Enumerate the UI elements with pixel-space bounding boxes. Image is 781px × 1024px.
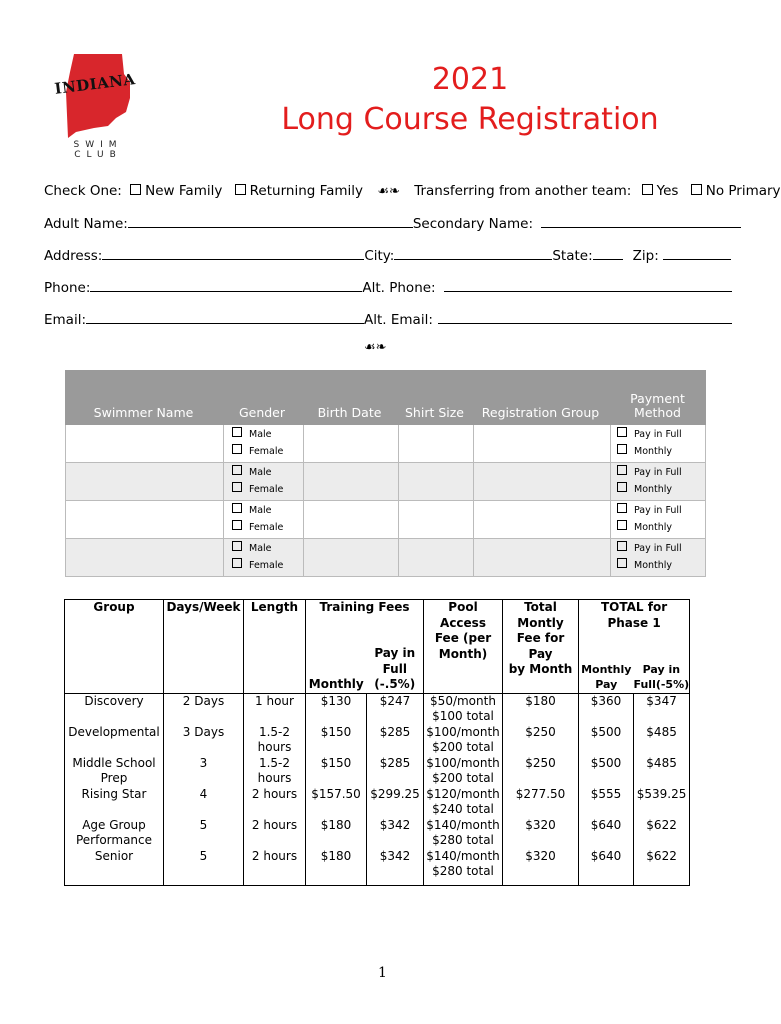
swimmer-row (65, 539, 706, 577)
pay-full-option[interactable] (617, 541, 682, 554)
phone-line (44, 277, 732, 296)
phone-field[interactable] (90, 277, 362, 292)
page-title-year: 2021 (431, 62, 509, 97)
address-label: Address: (44, 248, 103, 264)
pay-full-option[interactable] (617, 465, 682, 478)
email-line (44, 309, 732, 328)
swimmer-row (65, 425, 706, 463)
fees-header-training: Training Fees (306, 600, 424, 632)
pay-full-option[interactable] (617, 503, 682, 516)
pay-full-label: Pay in Full (634, 429, 682, 440)
female-label: Female (249, 446, 284, 457)
female-label: Female (249, 484, 284, 495)
returning-family-label: Returning Family (249, 183, 364, 199)
col-shirt-size: Shirt Size (404, 405, 464, 420)
phone-label: Phone: (44, 280, 91, 296)
gender-female-option[interactable] (232, 444, 283, 457)
col-payment-method-2: Method (634, 405, 681, 420)
city-field[interactable] (394, 245, 552, 260)
transfer-yes-checkbox[interactable] (642, 184, 653, 195)
alt-email-field[interactable] (438, 309, 732, 324)
pay-full-label: Pay in Full (634, 543, 682, 554)
no-primary-label: No Primary (705, 183, 781, 199)
email-label: Email: (44, 312, 87, 328)
swimmer-row (65, 463, 706, 501)
state-field[interactable] (593, 245, 623, 260)
alt-email-label: Alt. Email: (364, 312, 433, 328)
monthly-label: Monthly (634, 484, 673, 495)
fees-header-pool: Pool Access Fee (per Month) (424, 600, 503, 694)
fees-header-phase-monthly: Monthly Pay (581, 662, 632, 691)
state-label: State: (552, 248, 593, 264)
col-birth-date: Birth Date (317, 405, 382, 420)
fees-header-length: Length (244, 600, 306, 694)
no-primary-checkbox[interactable] (691, 184, 702, 195)
fees-header-pay-full: Pay in Full (-.5%) (367, 631, 424, 693)
logo-subtitle: SWIM CLUB (73, 140, 123, 160)
check-one-line (44, 183, 781, 199)
ornament-icon: ☙❧ (377, 184, 400, 199)
fees-header-phase: TOTAL for Phase 1 (579, 600, 690, 632)
zip-field[interactable] (663, 245, 731, 260)
fees-header-days: Days/Week (164, 600, 244, 694)
fees-row: Discovery 2 Days 1 hour $130 $247 $50/month $100 total $180 $360 $347 (65, 693, 690, 725)
gender-female-option[interactable] (232, 482, 283, 495)
col-payment-method-1: Payment (630, 391, 685, 406)
male-label: Male (249, 505, 272, 516)
pay-full-label: Pay in Full (634, 467, 682, 478)
fees-table (64, 599, 690, 886)
adult-name-field[interactable] (128, 213, 413, 228)
col-gender: Gender (238, 405, 286, 420)
fees-header-group: Group (65, 600, 164, 694)
pay-monthly-option[interactable] (617, 444, 672, 457)
club-logo (46, 52, 150, 160)
gender-male-option[interactable] (232, 541, 272, 554)
zip-label: Zip: (632, 248, 659, 264)
pay-monthly-option[interactable] (617, 558, 672, 571)
col-swimmer-name: Swimmer Name (93, 405, 194, 420)
secondary-name-label: Secondary Name: (412, 216, 534, 232)
adult-name-label: Adult Name: (44, 216, 128, 232)
divider-ornament-icon: ☙❧ (364, 340, 387, 355)
col-registration-group: Registration Group (481, 405, 600, 420)
female-label: Female (249, 522, 284, 533)
name-line (44, 213, 741, 232)
transferring-label: Transferring from another team: (414, 183, 632, 199)
fees-row: Senior 5 2 hours $180 $342 $140/month $280 total $320 $640 $622 (65, 849, 690, 886)
gender-male-option[interactable] (232, 465, 272, 478)
fees-header-phase-full: Pay in Full(-5%) (634, 631, 690, 693)
swimmer-table-header (65, 370, 706, 425)
fees-row: Rising Star 4 2 hours $157.50 $299.25 $120/month $240 total $277.50 $555 $539.25 (65, 787, 690, 818)
pay-full-option[interactable] (617, 427, 682, 440)
fees-header-total-monthly: Total Montly Fee for Pay by Month (503, 600, 579, 694)
monthly-label: Monthly (634, 446, 673, 457)
check-one-label: Check One: (44, 183, 122, 199)
female-label: Female (249, 560, 284, 571)
swimmer-table (65, 370, 706, 577)
fees-header-monthly: Monthly (308, 677, 364, 691)
gender-male-option[interactable] (232, 503, 272, 516)
male-label: Male (249, 467, 272, 478)
pay-full-label: Pay in Full (634, 505, 682, 516)
monthly-label: Monthly (634, 560, 673, 571)
page-title: Long Course Registration (281, 102, 659, 137)
gender-female-option[interactable] (232, 558, 283, 571)
male-label: Male (249, 543, 272, 554)
page-number: 1 (378, 965, 387, 981)
transfer-yes-label: Yes (656, 183, 679, 199)
male-label: Male (249, 429, 272, 440)
city-label: City: (364, 248, 395, 264)
alt-phone-label: Alt. Phone: (362, 280, 436, 296)
address-line (44, 245, 731, 264)
monthly-label: Monthly (634, 522, 673, 533)
address-field[interactable] (102, 245, 364, 260)
pay-monthly-option[interactable] (617, 520, 672, 533)
gender-male-option[interactable] (232, 427, 272, 440)
swimmer-row (65, 501, 706, 539)
returning-family-checkbox[interactable] (235, 184, 246, 195)
logo-word: INDIANA (53, 70, 137, 98)
secondary-name-field[interactable] (541, 213, 741, 228)
alt-phone-field[interactable] (444, 277, 732, 292)
fees-row: Middle School Prep 3 1.5-2 hours $150 $285 $100/month $200 total $250 $500 $485 (65, 756, 690, 787)
fees-row: Age Group Performance 5 2 hours $180 $342 $140/month $280 total $320 $640 $622 (65, 818, 690, 849)
fees-row: Developmental 3 Days 1.5-2 hours $150 $285 $100/month $200 total $250 $500 $485 (65, 725, 690, 756)
gender-female-option[interactable] (232, 520, 283, 533)
new-family-label: New Family (145, 183, 223, 199)
pay-monthly-option[interactable] (617, 482, 672, 495)
new-family-checkbox[interactable] (130, 184, 141, 195)
email-field[interactable] (86, 309, 364, 324)
